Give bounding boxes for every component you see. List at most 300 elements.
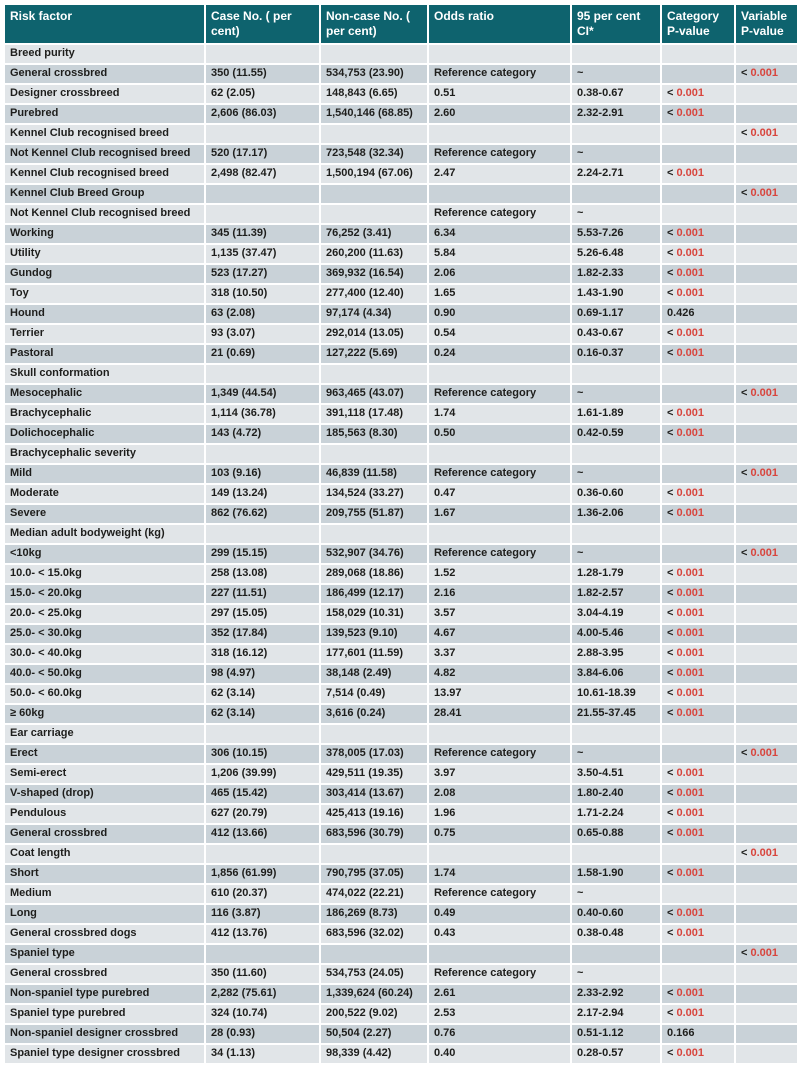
cell-ci: ~ (571, 384, 661, 404)
cell-case-no: 1,349 (44.54) (205, 384, 320, 404)
cell-variable-p (735, 424, 798, 444)
cell-risk-factor: General crossbred (4, 964, 205, 984)
cell-variable-p (735, 784, 798, 804)
cell-non-case-no: 534,753 (24.05) (320, 964, 428, 984)
cell-category-p (661, 344, 735, 364)
cell-ci: 3.04-4.19 (571, 604, 661, 624)
cell-case-no: 318 (16.12) (205, 644, 320, 664)
table-row (4, 804, 798, 824)
cell-variable-p (735, 804, 798, 824)
cell-variable-p (735, 324, 798, 344)
table-row (4, 1024, 798, 1044)
cell-non-case-no: 7,514 (0.49) (320, 684, 428, 704)
cell-risk-factor: Spaniel type designer crossbred (4, 1044, 205, 1064)
cell-odds-ratio: 1.96 (428, 804, 571, 824)
cell-odds-ratio: 13.97 (428, 684, 571, 704)
cell-ci: 21.55-37.45 (571, 704, 661, 724)
cell-risk-factor: Hound (4, 304, 205, 324)
cell-risk-factor: Medium (4, 884, 205, 904)
cell-variable-p (735, 724, 798, 744)
cell-non-case-no: 790,795 (37.05) (320, 864, 428, 884)
cell-category-p (661, 884, 735, 904)
cell-variable-p (735, 644, 798, 664)
cell-category-p (661, 904, 735, 924)
cell-variable-p (735, 484, 798, 504)
cell-risk-factor: General crossbred (4, 64, 205, 84)
cell-case-no: 1,135 (37.47) (205, 244, 320, 264)
cell-risk-factor: Breed purity (4, 44, 205, 64)
cell-non-case-no: 185,563 (8.30) (320, 424, 428, 444)
cell-odds-ratio: 0.47 (428, 484, 571, 504)
cell-risk-factor: Non-spaniel type purebred (4, 984, 205, 1004)
cell-risk-factor: 15.0- < 20.0kg (4, 584, 205, 604)
cell-ci: ~ (571, 204, 661, 224)
cell-category-p (661, 924, 735, 944)
table-row (4, 1044, 798, 1064)
cell-variable-p (735, 844, 798, 864)
table-row (4, 964, 798, 984)
cell-risk-factor: Kennel Club recognised breed (4, 164, 205, 184)
cell-odds-ratio: Reference category (428, 884, 571, 904)
cell-odds-ratio: 0.75 (428, 824, 571, 844)
cell-category-p (661, 964, 735, 984)
cell-case-no: 350 (11.60) (205, 964, 320, 984)
p-value-operator: < (741, 747, 751, 759)
p-value-significant: 0.001 (676, 247, 705, 259)
cell-non-case-no: 683,596 (30.79) (320, 824, 428, 844)
cell-case-no: 1,856 (61.99) (205, 864, 320, 884)
cell-non-case-no (320, 724, 428, 744)
cell-odds-ratio: 0.76 (428, 1024, 571, 1044)
cell-risk-factor: 20.0- < 25.0kg (4, 604, 205, 624)
cell-non-case-no: 425,413 (19.16) (320, 804, 428, 824)
cell-non-case-no: 683,596 (32.02) (320, 924, 428, 944)
cell-risk-factor: Severe (4, 504, 205, 524)
cell-non-case-no: 148,843 (6.65) (320, 84, 428, 104)
cell-ci: 2.88-3.95 (571, 644, 661, 664)
cell-category-p (661, 984, 735, 1004)
cell-ci: 1.61-1.89 (571, 404, 661, 424)
cell-risk-factor: ≥ 60kg (4, 704, 205, 724)
p-value-significant: 0.001 (676, 1047, 705, 1059)
cell-risk-factor: Skull conformation (4, 364, 205, 384)
cell-odds-ratio: Reference category (428, 64, 571, 84)
p-value-significant: 0.001 (676, 427, 705, 439)
cell-category-p (661, 524, 735, 544)
cell-risk-factor: Purebred (4, 104, 205, 124)
p-value-operator: < (667, 327, 677, 339)
cell-non-case-no: 289,068 (18.86) (320, 564, 428, 584)
cell-odds-ratio: 1.74 (428, 864, 571, 884)
cell-case-no: 1,114 (36.78) (205, 404, 320, 424)
cell-ci (571, 724, 661, 744)
cell-category-p (661, 744, 735, 764)
cell-category-p (661, 384, 735, 404)
cell-category-p (661, 164, 735, 184)
p-value-operator: < (741, 187, 751, 199)
cell-odds-ratio (428, 364, 571, 384)
cell-non-case-no (320, 204, 428, 224)
cell-case-no: 324 (10.74) (205, 1004, 320, 1024)
table-row (4, 884, 798, 904)
cell-ci (571, 444, 661, 464)
cell-ci (571, 44, 661, 64)
table-row (4, 704, 798, 724)
cell-odds-ratio: 0.24 (428, 344, 571, 364)
cell-odds-ratio: 3.97 (428, 764, 571, 784)
cell-variable-p (735, 144, 798, 164)
cell-case-no (205, 444, 320, 464)
cell-odds-ratio: 28.41 (428, 704, 571, 724)
cell-case-no: 34 (1.13) (205, 1044, 320, 1064)
cell-ci: 1.71-2.24 (571, 804, 661, 824)
p-value-significant: 0.001 (676, 507, 705, 519)
p-value-operator: < (741, 67, 751, 79)
section-row (4, 184, 798, 204)
cell-ci (571, 364, 661, 384)
cell-variable-p (735, 164, 798, 184)
cell-case-no: 350 (11.55) (205, 64, 320, 84)
cell-category-p (661, 464, 735, 484)
cell-case-no (205, 204, 320, 224)
cell-risk-factor: Spaniel type (4, 944, 205, 964)
cell-case-no: 103 (9.16) (205, 464, 320, 484)
p-value-operator: < (667, 787, 677, 799)
cell-variable-p (735, 384, 798, 404)
cell-case-no: 412 (13.66) (205, 824, 320, 844)
cell-odds-ratio: 2.60 (428, 104, 571, 124)
p-value-operator: < (667, 407, 677, 419)
cell-ci: 0.42-0.59 (571, 424, 661, 444)
cell-case-no: 345 (11.39) (205, 224, 320, 244)
table-row (4, 104, 798, 124)
cell-ci: 1.43-1.90 (571, 284, 661, 304)
cell-case-no: 1,206 (39.99) (205, 764, 320, 784)
cell-odds-ratio: 0.54 (428, 324, 571, 344)
cell-non-case-no: 369,932 (16.54) (320, 264, 428, 284)
cell-non-case-no (320, 844, 428, 864)
cell-odds-ratio: 2.53 (428, 1004, 571, 1024)
p-value: 0.166 (667, 1027, 695, 1039)
table-row (4, 264, 798, 284)
cell-risk-factor: Working (4, 224, 205, 244)
cell-risk-factor: Terrier (4, 324, 205, 344)
cell-variable-p (735, 864, 798, 884)
p-value-operator: < (667, 287, 677, 299)
cell-variable-p (735, 824, 798, 844)
p-value-operator: < (667, 827, 677, 839)
cell-ci: ~ (571, 144, 661, 164)
table-row (4, 344, 798, 364)
cell-odds-ratio: 2.06 (428, 264, 571, 284)
cell-ci: 1.82-2.57 (571, 584, 661, 604)
cell-ci: ~ (571, 884, 661, 904)
p-value-operator: < (667, 567, 677, 579)
cell-category-p (661, 564, 735, 584)
table-row (4, 584, 798, 604)
cell-risk-factor: Not Kennel Club recognised breed (4, 144, 205, 164)
cell-ci: 3.84-6.06 (571, 664, 661, 684)
cell-variable-p (735, 1044, 798, 1064)
p-value-significant: 0.001 (676, 647, 705, 659)
cell-risk-factor: Brachycephalic severity (4, 444, 205, 464)
cell-case-no: 93 (3.07) (205, 324, 320, 344)
p-value-significant: 0.001 (676, 807, 705, 819)
cell-case-no: 98 (4.97) (205, 664, 320, 684)
p-value-operator: < (667, 667, 677, 679)
cell-non-case-no: 260,200 (11.63) (320, 244, 428, 264)
cell-non-case-no: 186,499 (12.17) (320, 584, 428, 604)
p-value-significant: 0.001 (750, 387, 779, 399)
cell-variable-p (735, 1004, 798, 1024)
section-row (4, 444, 798, 464)
cell-category-p (661, 664, 735, 684)
cell-case-no: 63 (2.08) (205, 304, 320, 324)
cell-non-case-no: 139,523 (9.10) (320, 624, 428, 644)
cell-variable-p (735, 584, 798, 604)
p-value-operator: < (667, 487, 677, 499)
cell-category-p (661, 404, 735, 424)
cell-non-case-no: 97,174 (4.34) (320, 304, 428, 324)
table-row (4, 664, 798, 684)
cell-risk-factor: Kennel Club recognised breed (4, 124, 205, 144)
cell-category-p (661, 304, 735, 324)
cell-risk-factor: General crossbred (4, 824, 205, 844)
cell-case-no: 352 (17.84) (205, 624, 320, 644)
p-value-operator: < (667, 427, 677, 439)
cell-case-no: 149 (13.24) (205, 484, 320, 504)
cell-odds-ratio: 0.49 (428, 904, 571, 924)
cell-odds-ratio (428, 944, 571, 964)
cell-variable-p (735, 44, 798, 64)
cell-non-case-no: 474,022 (22.21) (320, 884, 428, 904)
p-value-operator: < (667, 767, 677, 779)
table-row (4, 64, 798, 84)
cell-odds-ratio (428, 844, 571, 864)
cell-ci: ~ (571, 544, 661, 564)
section-row (4, 724, 798, 744)
cell-non-case-no: 46,839 (11.58) (320, 464, 428, 484)
cell-case-no (205, 944, 320, 964)
cell-case-no (205, 124, 320, 144)
cell-category-p (661, 624, 735, 644)
table-row (4, 824, 798, 844)
cell-category-p (661, 784, 735, 804)
cell-odds-ratio (428, 184, 571, 204)
p-value-significant: 0.001 (676, 787, 705, 799)
col-header-risk-factor: Risk factor (4, 4, 205, 44)
cell-non-case-no: 963,465 (43.07) (320, 384, 428, 404)
table-row (4, 424, 798, 444)
p-value-significant: 0.001 (676, 707, 705, 719)
cell-category-p (661, 724, 735, 744)
p-value-significant: 0.001 (676, 927, 705, 939)
p-value-operator: < (741, 947, 751, 959)
cell-category-p (661, 764, 735, 784)
cell-odds-ratio: Reference category (428, 144, 571, 164)
cell-category-p (661, 144, 735, 164)
cell-odds-ratio: 5.84 (428, 244, 571, 264)
p-value-operator: < (667, 587, 677, 599)
section-row (4, 44, 798, 64)
cell-category-p (661, 944, 735, 964)
cell-odds-ratio: 3.57 (428, 604, 571, 624)
cell-variable-p (735, 764, 798, 784)
cell-category-p (661, 104, 735, 124)
cell-case-no: 412 (13.76) (205, 924, 320, 944)
cell-non-case-no: 50,504 (2.27) (320, 1024, 428, 1044)
cell-variable-p (735, 464, 798, 484)
cell-category-p (661, 264, 735, 284)
cell-variable-p (735, 664, 798, 684)
cell-odds-ratio: Reference category (428, 964, 571, 984)
cell-case-no: 306 (10.15) (205, 744, 320, 764)
cell-non-case-no: 429,511 (19.35) (320, 764, 428, 784)
section-row (4, 364, 798, 384)
cell-variable-p (735, 604, 798, 624)
cell-risk-factor: Coat length (4, 844, 205, 864)
p-value: 0.426 (667, 307, 695, 319)
cell-non-case-no (320, 44, 428, 64)
p-value-significant: 0.001 (750, 467, 779, 479)
cell-ci: 5.26-6.48 (571, 244, 661, 264)
p-value-significant: 0.001 (676, 87, 705, 99)
cell-category-p (661, 1044, 735, 1064)
p-value-operator: < (741, 547, 751, 559)
cell-risk-factor: Short (4, 864, 205, 884)
cell-variable-p (735, 204, 798, 224)
cell-category-p (661, 644, 735, 664)
cell-category-p (661, 204, 735, 224)
cell-odds-ratio: 2.47 (428, 164, 571, 184)
cell-category-p (661, 544, 735, 564)
cell-ci: 1.28-1.79 (571, 564, 661, 584)
p-value-significant: 0.001 (676, 487, 705, 499)
cell-category-p (661, 844, 735, 864)
cell-risk-factor: Kennel Club Breed Group (4, 184, 205, 204)
table-row (4, 484, 798, 504)
cell-odds-ratio: Reference category (428, 384, 571, 404)
cell-case-no: 21 (0.69) (205, 344, 320, 364)
cell-case-no: 2,606 (86.03) (205, 104, 320, 124)
section-row (4, 844, 798, 864)
p-value-operator: < (741, 467, 751, 479)
table-row (4, 204, 798, 224)
cell-odds-ratio (428, 444, 571, 464)
cell-non-case-no: 277,400 (12.40) (320, 284, 428, 304)
cell-risk-factor: Utility (4, 244, 205, 264)
cell-variable-p (735, 744, 798, 764)
cell-risk-factor: Dolichocephalic (4, 424, 205, 444)
section-row (4, 524, 798, 544)
cell-odds-ratio: 0.40 (428, 1044, 571, 1064)
p-value-operator: < (667, 167, 677, 179)
table-row (4, 324, 798, 344)
cell-non-case-no: 391,118 (17.48) (320, 404, 428, 424)
cell-non-case-no (320, 524, 428, 544)
p-value-significant: 0.001 (676, 347, 705, 359)
p-value-significant: 0.001 (676, 167, 705, 179)
cell-category-p (661, 604, 735, 624)
p-value-significant: 0.001 (750, 847, 779, 859)
cell-variable-p (735, 544, 798, 564)
p-value-operator: < (667, 267, 677, 279)
cell-risk-factor: Gundog (4, 264, 205, 284)
cell-category-p (661, 864, 735, 884)
col-header-category-p: Category P-value (661, 4, 735, 44)
cell-category-p (661, 44, 735, 64)
table-row (4, 1004, 798, 1024)
p-value-operator: < (667, 907, 677, 919)
cell-risk-factor: Erect (4, 744, 205, 764)
table-row (4, 504, 798, 524)
table-row (4, 784, 798, 804)
p-value-significant: 0.001 (676, 587, 705, 599)
p-value-significant: 0.001 (676, 687, 705, 699)
cell-non-case-no: 158,029 (10.31) (320, 604, 428, 624)
cell-variable-p (735, 184, 798, 204)
cell-odds-ratio: 0.51 (428, 84, 571, 104)
cell-non-case-no: 303,414 (13.67) (320, 784, 428, 804)
cell-non-case-no (320, 444, 428, 464)
cell-risk-factor: 30.0- < 40.0kg (4, 644, 205, 664)
cell-risk-factor: General crossbred dogs (4, 924, 205, 944)
cell-risk-factor: Pastoral (4, 344, 205, 364)
p-value-significant: 0.001 (750, 547, 779, 559)
p-value-operator: < (667, 707, 677, 719)
cell-risk-factor: Semi-erect (4, 764, 205, 784)
cell-odds-ratio (428, 524, 571, 544)
cell-odds-ratio: 2.16 (428, 584, 571, 604)
cell-case-no (205, 184, 320, 204)
p-value-operator: < (667, 347, 677, 359)
p-value-operator: < (667, 807, 677, 819)
p-value-significant: 0.001 (750, 747, 779, 759)
cell-variable-p (735, 624, 798, 644)
cell-non-case-no: 378,005 (17.03) (320, 744, 428, 764)
cell-category-p (661, 424, 735, 444)
p-value-operator: < (667, 227, 677, 239)
cell-category-p (661, 364, 735, 384)
table-row (4, 164, 798, 184)
cell-non-case-no: 177,601 (11.59) (320, 644, 428, 664)
cell-non-case-no: 532,907 (34.76) (320, 544, 428, 564)
cell-risk-factor: Pendulous (4, 804, 205, 824)
cell-case-no: 610 (20.37) (205, 884, 320, 904)
cell-ci: ~ (571, 464, 661, 484)
table-row (4, 984, 798, 1004)
p-value-operator: < (667, 647, 677, 659)
cell-odds-ratio: 1.67 (428, 504, 571, 524)
p-value-significant: 0.001 (676, 287, 705, 299)
cell-non-case-no: 209,755 (51.87) (320, 504, 428, 524)
cell-category-p (661, 64, 735, 84)
p-value-significant: 0.001 (676, 567, 705, 579)
cell-ci (571, 184, 661, 204)
cell-category-p (661, 704, 735, 724)
cell-non-case-no: 98,339 (4.42) (320, 1044, 428, 1064)
cell-variable-p (735, 984, 798, 1004)
table-row (4, 224, 798, 244)
cell-odds-ratio: 1.52 (428, 564, 571, 584)
cell-ci: 0.38-0.48 (571, 924, 661, 944)
table-row (4, 624, 798, 644)
cell-non-case-no: 1,500,194 (67.06) (320, 164, 428, 184)
cell-odds-ratio: 0.90 (428, 304, 571, 324)
cell-ci: 2.24-2.71 (571, 164, 661, 184)
table-row (4, 284, 798, 304)
cell-risk-factor: Toy (4, 284, 205, 304)
